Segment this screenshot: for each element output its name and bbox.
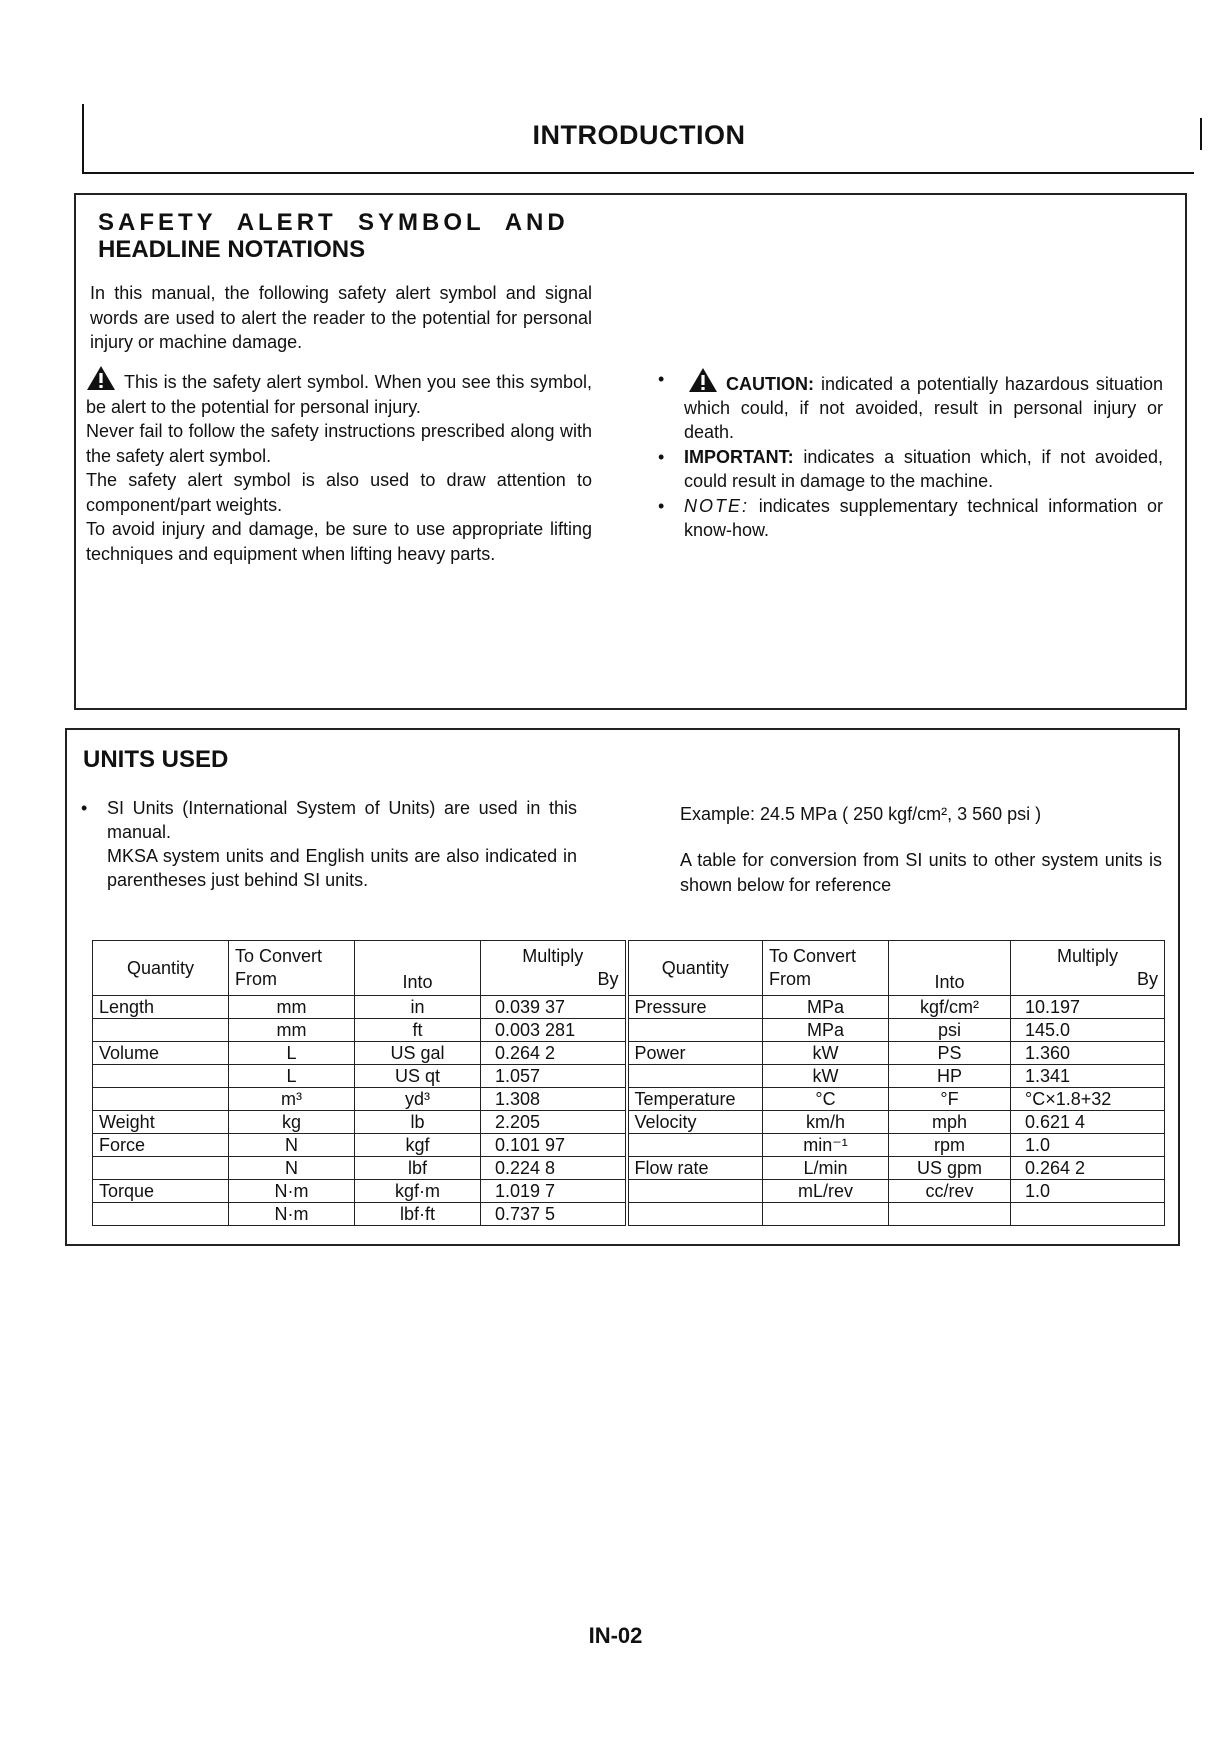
cell-into: kgf <box>355 1134 481 1157</box>
cell-multiply-by: 0.039 37 <box>481 996 627 1019</box>
follow-instructions-text: Never fail to follow the safety instructions prescribed along with the safety alert symbol. <box>86 421 592 466</box>
cell-multiply-by: 1.057 <box>481 1065 627 1088</box>
cell-from: L <box>229 1065 355 1088</box>
units-section-title: UNITS USED <box>83 746 229 773</box>
safety-alert-section <box>74 193 1187 710</box>
caution-label: CAUTION: <box>726 374 814 394</box>
units-example: Example: 24.5 MPa ( 250 kgf/cm², 3 560 psi ) <box>680 804 1042 824</box>
cell-from: km/h <box>763 1111 889 1134</box>
caution-text: indicated a potentially hazardous situation which could, if not avoided, result in personal injury or death. <box>684 374 1163 442</box>
conversion-table <box>92 940 1165 1226</box>
header-from: From <box>769 969 811 989</box>
table-row <box>93 1042 1165 1065</box>
cell-from: kg <box>229 1111 355 1134</box>
cell-from: mL/rev <box>763 1180 889 1203</box>
cell-into: kgf·m <box>355 1180 481 1203</box>
cell-from: N·m <box>229 1180 355 1203</box>
cell-from: N <box>229 1157 355 1180</box>
cell-from: mm <box>229 996 355 1019</box>
cell-quantity: Flow rate <box>627 1157 763 1180</box>
cell-quantity: Velocity <box>627 1111 763 1134</box>
lifting-text: To avoid injury and damage, be sure to use appropriate lifting techniques and equipment when lifting heavy parts. <box>86 519 592 564</box>
warning-triangle-icon <box>86 365 116 391</box>
page-title: INTRODUCTION <box>532 120 746 150</box>
cell-multiply-by: 1.0 <box>1011 1134 1165 1157</box>
cell-from <box>763 1203 889 1226</box>
safety-title-line1: SAFETY ALERT SYMBOL AND <box>98 209 569 236</box>
safety-intro: In this manual, the following safety alert symbol and signal words are used to alert the reader to the potential for personal injury or machine damage. <box>90 283 592 352</box>
cell-quantity <box>627 1180 763 1203</box>
header-to-convert: To Convert <box>769 946 857 966</box>
cell-quantity: Weight <box>93 1111 229 1134</box>
cell-quantity: Volume <box>93 1042 229 1065</box>
cell-quantity: Force <box>93 1134 229 1157</box>
header-quantity: Quantity <box>93 941 229 996</box>
header-by: By <box>1136 969 1158 989</box>
page-number: IN-02 <box>588 1623 643 1648</box>
safety-symbol-text <box>86 365 592 566</box>
table-row <box>93 1134 1165 1157</box>
cell-from: MPa <box>763 1019 889 1042</box>
cell-from: L <box>229 1042 355 1065</box>
table-row <box>93 1111 1165 1134</box>
cell-quantity <box>93 1157 229 1180</box>
cell-into: yd³ <box>355 1088 481 1111</box>
header-multiply-by-right <box>1011 941 1165 996</box>
cell-into: US gpm <box>889 1157 1011 1180</box>
warning-triangle-icon <box>688 367 718 393</box>
cell-into: kgf/cm² <box>889 996 1011 1019</box>
cell-into: in <box>355 996 481 1019</box>
cell-into: cc/rev <box>889 1180 1011 1203</box>
cell-quantity <box>627 1203 763 1226</box>
cell-multiply-by: 1.341 <box>1011 1065 1165 1088</box>
cell-into: HP <box>889 1065 1011 1088</box>
cell-into: PS <box>889 1042 1011 1065</box>
page-header <box>82 104 1194 174</box>
cell-multiply-by: 145.0 <box>1011 1019 1165 1042</box>
cell-into: ft <box>355 1019 481 1042</box>
note-item <box>658 494 1163 542</box>
note-label: NOTE: <box>684 496 750 516</box>
safety-section-title <box>98 209 569 263</box>
si-units-item <box>81 796 577 892</box>
header-by: By <box>597 969 619 989</box>
cell-into: US gal <box>355 1042 481 1065</box>
units-table-intro: A table for conversion from SI units to other system units is shown below for reference <box>680 850 1162 895</box>
cell-multiply-by: 0.621 4 <box>1011 1111 1165 1134</box>
cell-from: °C <box>763 1088 889 1111</box>
header-edge-mark <box>1200 118 1202 150</box>
header-to-convert-from-right <box>763 941 889 996</box>
cell-into: psi <box>889 1019 1011 1042</box>
cell-quantity: Power <box>627 1042 763 1065</box>
table-row <box>93 996 1165 1019</box>
header-quantity-right: Quantity <box>627 941 763 996</box>
symbol-description: This is the safety alert symbol. When you see this symbol, be alert to the potential for personal injury. <box>86 372 592 417</box>
cell-quantity: Torque <box>93 1180 229 1203</box>
table-row <box>93 1088 1165 1111</box>
cell-multiply-by: 0.101 97 <box>481 1134 627 1157</box>
cell-quantity <box>627 1019 763 1042</box>
table-row <box>93 1180 1165 1203</box>
note-text: indicates supplementary technical information or know-how. <box>684 496 1163 540</box>
safety-title-line2: HEADLINE NOTATIONS <box>98 236 366 263</box>
cell-quantity <box>93 1019 229 1042</box>
table-row <box>93 1157 1165 1180</box>
cell-multiply-by: 1.360 <box>1011 1042 1165 1065</box>
cell-quantity <box>93 1203 229 1226</box>
cell-multiply-by: 10.197 <box>1011 996 1165 1019</box>
cell-quantity: Length <box>93 996 229 1019</box>
header-multiply-by <box>481 941 627 996</box>
mksa-units-text: MKSA system units and English units are also indicated in parentheses just behind SI units. <box>107 846 577 890</box>
cell-from: kW <box>763 1065 889 1088</box>
cell-into: mph <box>889 1111 1011 1134</box>
cell-multiply-by <box>1011 1203 1165 1226</box>
cell-into: °F <box>889 1088 1011 1111</box>
cell-multiply-by: 1.0 <box>1011 1180 1165 1203</box>
cell-from: L/min <box>763 1157 889 1180</box>
cell-from: min⁻¹ <box>763 1134 889 1157</box>
cell-from: m³ <box>229 1088 355 1111</box>
table-row <box>93 1203 1165 1226</box>
cell-multiply-by: 0.264 2 <box>481 1042 627 1065</box>
header-into: Into <box>355 941 481 996</box>
cell-quantity <box>93 1088 229 1111</box>
header-multiply: Multiply <box>1056 946 1118 966</box>
cell-multiply-by: 0.737 5 <box>481 1203 627 1226</box>
cell-multiply-by: 1.308 <box>481 1088 627 1111</box>
cell-into: lbf·ft <box>355 1203 481 1226</box>
table-row <box>93 1065 1165 1088</box>
header-into-right: Into <box>889 941 1011 996</box>
header-to-convert-from <box>229 941 355 996</box>
units-description <box>81 796 577 893</box>
signal-word-list <box>658 367 1163 543</box>
cell-into: rpm <box>889 1134 1011 1157</box>
cell-multiply-by: 0.224 8 <box>481 1157 627 1180</box>
weights-text: The safety alert symbol is also used to draw attention to component/part weights. <box>86 470 592 515</box>
header-from: From <box>235 969 277 989</box>
cell-from: MPa <box>763 996 889 1019</box>
header-multiply: Multiply <box>522 946 584 966</box>
cell-quantity <box>627 1065 763 1088</box>
important-text: indicates a situation which, if not avoided, could result in damage to the machine. <box>684 447 1163 491</box>
cell-multiply-by: 0.003 281 <box>481 1019 627 1042</box>
cell-into: US qt <box>355 1065 481 1088</box>
cell-from: N <box>229 1134 355 1157</box>
cell-multiply-by: °C×1.8+32 <box>1011 1088 1165 1111</box>
cell-quantity <box>627 1134 763 1157</box>
important-item <box>658 445 1163 493</box>
cell-multiply-by: 0.264 2 <box>1011 1157 1165 1180</box>
caution-item <box>658 367 1163 444</box>
table-header-row <box>93 941 1165 996</box>
cell-quantity: Pressure <box>627 996 763 1019</box>
si-units-text: SI Units (International System of Units) are used in this manual. <box>107 798 577 842</box>
cell-into: lbf <box>355 1157 481 1180</box>
header-to-convert: To Convert <box>235 946 323 966</box>
cell-from: N·m <box>229 1203 355 1226</box>
cell-quantity: Temperature <box>627 1088 763 1111</box>
cell-from: kW <box>763 1042 889 1065</box>
cell-quantity <box>93 1065 229 1088</box>
cell-from: mm <box>229 1019 355 1042</box>
cell-into: lb <box>355 1111 481 1134</box>
cell-multiply-by: 1.019 7 <box>481 1180 627 1203</box>
important-label: IMPORTANT: <box>684 447 794 467</box>
table-row <box>93 1019 1165 1042</box>
cell-multiply-by: 2.205 <box>481 1111 627 1134</box>
cell-into <box>889 1203 1011 1226</box>
